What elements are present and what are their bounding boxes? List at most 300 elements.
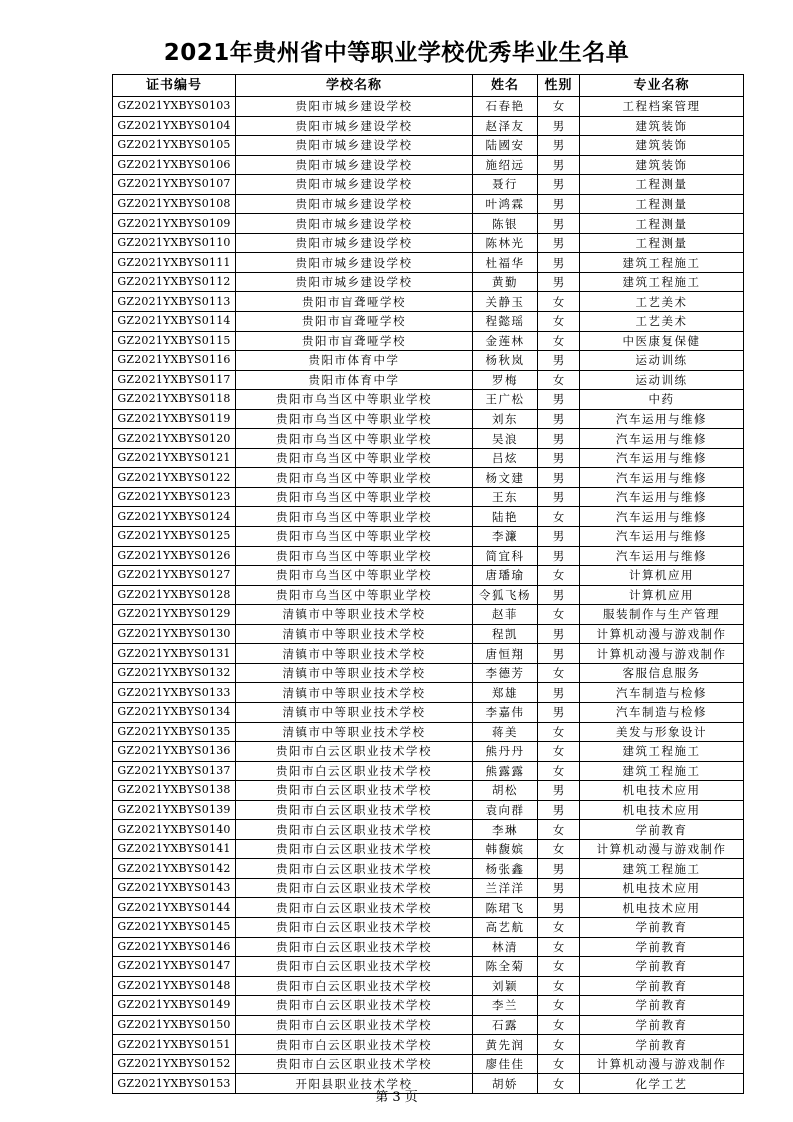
major-cell: 机电技术应用 <box>580 781 744 801</box>
school-name-cell: 贵阳市城乡建设学校 <box>236 233 473 253</box>
school-name-cell: 贵阳市体育中学 <box>236 351 473 371</box>
table-row <box>113 761 744 781</box>
school-name-cell: 贵阳市白云区职业技术学校 <box>236 898 473 918</box>
certificate-number-cell: GZ2021YXBYS0153 <box>113 1074 236 1094</box>
school-name-cell: 贵阳市白云区职业技术学校 <box>236 800 473 820</box>
major-cell: 汽车运用与维修 <box>580 448 744 468</box>
student-name-cell: 吴浪 <box>473 429 538 449</box>
gender-cell: 男 <box>538 351 580 371</box>
certificate-number-cell: GZ2021YXBYS0143 <box>113 878 236 898</box>
table-row <box>113 429 744 449</box>
certificate-number-cell: GZ2021YXBYS0125 <box>113 527 236 547</box>
major-cell: 学前教育 <box>580 1035 744 1055</box>
certificate-number-cell: GZ2021YXBYS0140 <box>113 820 236 840</box>
certificate-number-cell: GZ2021YXBYS0109 <box>113 214 236 234</box>
gender-cell: 男 <box>538 194 580 214</box>
gender-cell: 女 <box>538 1035 580 1055</box>
table-row <box>113 116 744 136</box>
major-cell: 学前教育 <box>580 957 744 977</box>
student-name-cell: 陈银 <box>473 214 538 234</box>
table-row <box>113 898 744 918</box>
student-name-cell: 韩馥嫔 <box>473 839 538 859</box>
major-cell: 汽车运用与维修 <box>580 527 744 547</box>
major-cell: 计算机应用 <box>580 566 744 586</box>
gender-cell: 女 <box>538 507 580 527</box>
table-row <box>113 742 744 762</box>
school-name-cell: 贵阳市白云区职业技术学校 <box>236 839 473 859</box>
gender-cell: 男 <box>538 644 580 664</box>
major-cell: 学前教育 <box>580 996 744 1016</box>
certificate-number-cell: GZ2021YXBYS0134 <box>113 702 236 722</box>
school-name-cell: 贵阳市白云区职业技术学校 <box>236 878 473 898</box>
certificate-number-cell: GZ2021YXBYS0127 <box>113 566 236 586</box>
table-row <box>113 175 744 195</box>
major-cell: 工程测量 <box>580 194 744 214</box>
student-name-cell: 陈珺飞 <box>473 898 538 918</box>
school-name-cell: 贵阳市白云区职业技术学校 <box>236 1015 473 1035</box>
table-row <box>113 1015 744 1035</box>
school-name-cell: 贵阳市白云区职业技术学校 <box>236 957 473 977</box>
table-row <box>113 546 744 566</box>
table-row <box>113 390 744 410</box>
gender-cell: 女 <box>538 663 580 683</box>
major-cell: 服装制作与生产管理 <box>580 605 744 625</box>
school-name-cell: 清镇市中等职业技术学校 <box>236 624 473 644</box>
table-row <box>113 468 744 488</box>
major-cell: 美发与形象设计 <box>580 722 744 742</box>
major-cell: 中药 <box>580 390 744 410</box>
school-name-cell: 贵阳市乌当区中等职业学校 <box>236 566 473 586</box>
major-cell: 学前教育 <box>580 937 744 957</box>
major-cell: 汽车运用与维修 <box>580 409 744 429</box>
certificate-number-cell: GZ2021YXBYS0124 <box>113 507 236 527</box>
student-name-cell: 刘颖 <box>473 976 538 996</box>
major-cell: 汽车运用与维修 <box>580 507 744 527</box>
certificate-number-cell: GZ2021YXBYS0131 <box>113 644 236 664</box>
certificate-number-cell: GZ2021YXBYS0151 <box>113 1035 236 1055</box>
gender-cell: 女 <box>538 957 580 977</box>
student-name-cell: 黄先润 <box>473 1035 538 1055</box>
certificate-number-cell: GZ2021YXBYS0137 <box>113 761 236 781</box>
table-row <box>113 937 744 957</box>
student-name-cell: 胡松 <box>473 781 538 801</box>
school-name-cell: 贵阳市乌当区中等职业学校 <box>236 448 473 468</box>
student-name-cell: 石春艳 <box>473 97 538 117</box>
certificate-number-cell: GZ2021YXBYS0122 <box>113 468 236 488</box>
student-name-cell: 简宜科 <box>473 546 538 566</box>
student-name-cell: 袁向群 <box>473 800 538 820</box>
table-row <box>113 663 744 683</box>
gender-cell: 男 <box>538 781 580 801</box>
student-name-cell: 王广松 <box>473 390 538 410</box>
gender-cell: 男 <box>538 487 580 507</box>
major-cell: 机电技术应用 <box>580 800 744 820</box>
gender-cell: 男 <box>538 800 580 820</box>
certificate-number-cell: GZ2021YXBYS0104 <box>113 116 236 136</box>
table-row <box>113 507 744 527</box>
major-cell: 汽车制造与检修 <box>580 683 744 703</box>
school-name-cell: 清镇市中等职业技术学校 <box>236 605 473 625</box>
gender-cell: 女 <box>538 605 580 625</box>
table-row <box>113 839 744 859</box>
certificate-number-cell: GZ2021YXBYS0118 <box>113 390 236 410</box>
gender-cell: 女 <box>538 1074 580 1094</box>
table-row <box>113 331 744 351</box>
school-name-cell: 清镇市中等职业技术学校 <box>236 722 473 742</box>
school-name-cell: 贵阳市城乡建设学校 <box>236 214 473 234</box>
certificate-number-cell: GZ2021YXBYS0142 <box>113 859 236 879</box>
certificate-number-cell: GZ2021YXBYS0148 <box>113 976 236 996</box>
student-name-cell: 李琳 <box>473 820 538 840</box>
student-name-cell: 陈全菊 <box>473 957 538 977</box>
table-row <box>113 624 744 644</box>
school-name-cell: 贵阳市乌当区中等职业学校 <box>236 585 473 605</box>
gender-cell: 女 <box>538 312 580 332</box>
school-name-cell: 贵阳市白云区职业技术学校 <box>236 761 473 781</box>
table-row <box>113 1054 744 1074</box>
certificate-number-cell: GZ2021YXBYS0111 <box>113 253 236 273</box>
certificate-number-cell: GZ2021YXBYS0123 <box>113 487 236 507</box>
table-row <box>113 781 744 801</box>
student-name-cell: 杜福华 <box>473 253 538 273</box>
table-row <box>113 996 744 1016</box>
school-name-cell: 贵阳市白云区职业技术学校 <box>236 1035 473 1055</box>
school-name-cell: 贵阳市城乡建设学校 <box>236 97 473 117</box>
student-name-cell: 金莲林 <box>473 331 538 351</box>
certificate-number-cell: GZ2021YXBYS0135 <box>113 722 236 742</box>
certificate-number-cell: GZ2021YXBYS0120 <box>113 429 236 449</box>
gender-cell: 男 <box>538 683 580 703</box>
gender-cell: 男 <box>538 409 580 429</box>
student-name-cell: 陈林光 <box>473 233 538 253</box>
school-name-cell: 贵阳市乌当区中等职业学校 <box>236 468 473 488</box>
table-row <box>113 566 744 586</box>
table-row <box>113 214 744 234</box>
gender-cell: 男 <box>538 214 580 234</box>
school-name-cell: 贵阳市白云区职业技术学校 <box>236 1054 473 1074</box>
school-name-cell: 贵阳市乌当区中等职业学校 <box>236 487 473 507</box>
student-name-cell: 兰洋洋 <box>473 878 538 898</box>
gender-cell: 男 <box>538 859 580 879</box>
certificate-number-cell: GZ2021YXBYS0121 <box>113 448 236 468</box>
table-row <box>113 136 744 156</box>
gender-cell: 男 <box>538 253 580 273</box>
major-cell: 汽车制造与检修 <box>580 702 744 722</box>
header-student-name: 姓名 <box>473 75 538 97</box>
page-title: 2021年贵州省中等职业学校优秀毕业生名单 <box>163 40 630 66</box>
gender-cell: 男 <box>538 878 580 898</box>
major-cell: 运动训练 <box>580 351 744 371</box>
certificate-number-cell: GZ2021YXBYS0150 <box>113 1015 236 1035</box>
table-row <box>113 351 744 371</box>
gender-cell: 女 <box>538 742 580 762</box>
major-cell: 建筑装饰 <box>580 155 744 175</box>
major-cell: 建筑装饰 <box>580 116 744 136</box>
student-name-cell: 施绍远 <box>473 155 538 175</box>
school-name-cell: 贵阳市城乡建设学校 <box>236 175 473 195</box>
gender-cell: 女 <box>538 996 580 1016</box>
major-cell: 工程测量 <box>580 214 744 234</box>
certificate-number-cell: GZ2021YXBYS0105 <box>113 136 236 156</box>
major-cell: 学前教育 <box>580 1015 744 1035</box>
student-name-cell: 吕炫 <box>473 448 538 468</box>
table-row <box>113 917 744 937</box>
major-cell: 计算机应用 <box>580 585 744 605</box>
student-name-cell: 刘东 <box>473 409 538 429</box>
major-cell: 计算机动漫与游戏制作 <box>580 644 744 664</box>
student-name-cell: 郑雄 <box>473 683 538 703</box>
gender-cell: 女 <box>538 566 580 586</box>
gender-cell: 女 <box>538 722 580 742</box>
table-row <box>113 253 744 273</box>
gender-cell: 男 <box>538 898 580 918</box>
certificate-number-cell: GZ2021YXBYS0136 <box>113 742 236 762</box>
gender-cell: 男 <box>538 527 580 547</box>
certificate-number-cell: GZ2021YXBYS0152 <box>113 1054 236 1074</box>
school-name-cell: 贵阳市乌当区中等职业学校 <box>236 507 473 527</box>
student-name-cell: 程懿瑶 <box>473 312 538 332</box>
gender-cell: 男 <box>538 624 580 644</box>
gender-cell: 男 <box>538 136 580 156</box>
major-cell: 客服信息服务 <box>580 663 744 683</box>
school-name-cell: 贵阳市体育中学 <box>236 370 473 390</box>
certificate-number-cell: GZ2021YXBYS0114 <box>113 312 236 332</box>
gender-cell: 女 <box>538 761 580 781</box>
certificate-number-cell: GZ2021YXBYS0115 <box>113 331 236 351</box>
certificate-number-cell: GZ2021YXBYS0129 <box>113 605 236 625</box>
student-name-cell: 陆國安 <box>473 136 538 156</box>
student-name-cell: 黄勤 <box>473 272 538 292</box>
gender-cell: 男 <box>538 429 580 449</box>
gender-cell: 男 <box>538 116 580 136</box>
certificate-number-cell: GZ2021YXBYS0132 <box>113 663 236 683</box>
student-name-cell: 熊丹丹 <box>473 742 538 762</box>
major-cell: 化学工艺 <box>580 1074 744 1094</box>
gender-cell: 女 <box>538 331 580 351</box>
gender-cell: 女 <box>538 917 580 937</box>
student-name-cell: 叶鸿霖 <box>473 194 538 214</box>
gender-cell: 女 <box>538 1015 580 1035</box>
table-row <box>113 859 744 879</box>
certificate-number-cell: GZ2021YXBYS0113 <box>113 292 236 312</box>
certificate-number-cell: GZ2021YXBYS0117 <box>113 370 236 390</box>
student-name-cell: 罗梅 <box>473 370 538 390</box>
school-name-cell: 贵阳市白云区职业技术学校 <box>236 976 473 996</box>
student-name-cell: 陆艳 <box>473 507 538 527</box>
table-row <box>113 976 744 996</box>
major-cell: 中医康复保健 <box>580 331 744 351</box>
certificate-number-cell: GZ2021YXBYS0106 <box>113 155 236 175</box>
table-body <box>113 97 744 1094</box>
major-cell: 建筑工程施工 <box>580 761 744 781</box>
major-cell: 工程测量 <box>580 233 744 253</box>
gender-cell: 男 <box>538 272 580 292</box>
major-cell: 计算机动漫与游戏制作 <box>580 839 744 859</box>
school-name-cell: 清镇市中等职业技术学校 <box>236 663 473 683</box>
table-row <box>113 800 744 820</box>
school-name-cell: 贵阳市城乡建设学校 <box>236 272 473 292</box>
certificate-number-cell: GZ2021YXBYS0110 <box>113 233 236 253</box>
table-header-row <box>113 75 744 97</box>
major-cell: 汽车运用与维修 <box>580 468 744 488</box>
school-name-cell: 贵阳市城乡建设学校 <box>236 155 473 175</box>
certificate-number-cell: GZ2021YXBYS0116 <box>113 351 236 371</box>
student-name-cell: 杨秋岚 <box>473 351 538 371</box>
major-cell: 机电技术应用 <box>580 898 744 918</box>
school-name-cell: 贵阳市乌当区中等职业学校 <box>236 429 473 449</box>
major-cell: 学前教育 <box>580 976 744 996</box>
certificate-number-cell: GZ2021YXBYS0145 <box>113 917 236 937</box>
student-name-cell: 杨文建 <box>473 468 538 488</box>
student-name-cell: 李嘉伟 <box>473 702 538 722</box>
student-name-cell: 高艺航 <box>473 917 538 937</box>
student-name-cell: 赵泽友 <box>473 116 538 136</box>
school-name-cell: 清镇市中等职业技术学校 <box>236 702 473 722</box>
table-row <box>113 1035 744 1055</box>
major-cell: 工程档案管理 <box>580 97 744 117</box>
table-row <box>113 155 744 175</box>
major-cell: 建筑装饰 <box>580 136 744 156</box>
school-name-cell: 贵阳市盲聋哑学校 <box>236 312 473 332</box>
certificate-number-cell: GZ2021YXBYS0144 <box>113 898 236 918</box>
school-name-cell: 开阳县职业技术学校 <box>236 1074 473 1094</box>
header-school-name: 学校名称 <box>236 75 473 97</box>
student-name-cell: 杨张鑫 <box>473 859 538 879</box>
school-name-cell: 贵阳市城乡建设学校 <box>236 194 473 214</box>
student-name-cell: 聂行 <box>473 175 538 195</box>
student-name-cell: 石露 <box>473 1015 538 1035</box>
major-cell: 建筑工程施工 <box>580 859 744 879</box>
student-name-cell: 程凯 <box>473 624 538 644</box>
student-name-cell: 唐恒翔 <box>473 644 538 664</box>
student-name-cell: 廖佳佳 <box>473 1054 538 1074</box>
major-cell: 工艺美术 <box>580 292 744 312</box>
major-cell: 建筑工程施工 <box>580 742 744 762</box>
table-row <box>113 292 744 312</box>
school-name-cell: 清镇市中等职业技术学校 <box>236 683 473 703</box>
gender-cell: 女 <box>538 937 580 957</box>
table-row <box>113 233 744 253</box>
school-name-cell: 贵阳市白云区职业技术学校 <box>236 917 473 937</box>
gender-cell: 女 <box>538 820 580 840</box>
certificate-number-cell: GZ2021YXBYS0128 <box>113 585 236 605</box>
school-name-cell: 清镇市中等职业技术学校 <box>236 644 473 664</box>
student-name-cell: 李德芳 <box>473 663 538 683</box>
certificate-number-cell: GZ2021YXBYS0107 <box>113 175 236 195</box>
student-name-cell: 林清 <box>473 937 538 957</box>
table-row <box>113 370 744 390</box>
major-cell: 建筑工程施工 <box>580 253 744 273</box>
student-name-cell: 王东 <box>473 487 538 507</box>
table-row <box>113 585 744 605</box>
school-name-cell: 贵阳市乌当区中等职业学校 <box>236 527 473 547</box>
page-number: 第 3 页 <box>375 1090 418 1105</box>
graduate-table <box>112 74 744 1094</box>
table-row <box>113 605 744 625</box>
table-row <box>113 683 744 703</box>
table-row <box>113 527 744 547</box>
gender-cell: 男 <box>538 702 580 722</box>
header-certificate-number: 证书编号 <box>113 75 236 97</box>
school-name-cell: 贵阳市乌当区中等职业学校 <box>236 409 473 429</box>
student-name-cell: 赵菲 <box>473 605 538 625</box>
gender-cell: 男 <box>538 155 580 175</box>
certificate-number-cell: GZ2021YXBYS0130 <box>113 624 236 644</box>
major-cell: 工程测量 <box>580 175 744 195</box>
major-cell: 汽车运用与维修 <box>580 487 744 507</box>
table-row <box>113 448 744 468</box>
major-cell: 计算机动漫与游戏制作 <box>580 1054 744 1074</box>
major-cell: 工艺美术 <box>580 312 744 332</box>
student-name-cell: 唐璠瑜 <box>473 566 538 586</box>
major-cell: 建筑工程施工 <box>580 272 744 292</box>
certificate-number-cell: GZ2021YXBYS0146 <box>113 937 236 957</box>
school-name-cell: 贵阳市盲聋哑学校 <box>236 292 473 312</box>
table-row <box>113 409 744 429</box>
major-cell: 计算机动漫与游戏制作 <box>580 624 744 644</box>
gender-cell: 男 <box>538 468 580 488</box>
school-name-cell: 贵阳市白云区职业技术学校 <box>236 781 473 801</box>
header-gender: 性别 <box>538 75 580 97</box>
certificate-number-cell: GZ2021YXBYS0103 <box>113 97 236 117</box>
major-cell: 汽车运用与维修 <box>580 429 744 449</box>
student-name-cell: 李兰 <box>473 996 538 1016</box>
table-row <box>113 644 744 664</box>
table-row <box>113 820 744 840</box>
table-row <box>113 878 744 898</box>
student-name-cell: 胡娇 <box>473 1074 538 1094</box>
school-name-cell: 贵阳市白云区职业技术学校 <box>236 996 473 1016</box>
student-name-cell: 李濂 <box>473 527 538 547</box>
major-cell: 学前教育 <box>580 820 744 840</box>
gender-cell: 女 <box>538 839 580 859</box>
school-name-cell: 贵阳市城乡建设学校 <box>236 116 473 136</box>
certificate-number-cell: GZ2021YXBYS0147 <box>113 957 236 977</box>
certificate-number-cell: GZ2021YXBYS0138 <box>113 781 236 801</box>
student-name-cell: 令狐飞杨 <box>473 585 538 605</box>
certificate-number-cell: GZ2021YXBYS0141 <box>113 839 236 859</box>
major-cell: 学前教育 <box>580 917 744 937</box>
certificate-number-cell: GZ2021YXBYS0139 <box>113 800 236 820</box>
school-name-cell: 贵阳市乌当区中等职业学校 <box>236 390 473 410</box>
gender-cell: 男 <box>538 585 580 605</box>
table-row <box>113 487 744 507</box>
gender-cell: 女 <box>538 370 580 390</box>
gender-cell: 女 <box>538 292 580 312</box>
major-cell: 汽车运用与维修 <box>580 546 744 566</box>
table-row <box>113 957 744 977</box>
school-name-cell: 贵阳市盲聋哑学校 <box>236 331 473 351</box>
gender-cell: 女 <box>538 976 580 996</box>
school-name-cell: 贵阳市白云区职业技术学校 <box>236 937 473 957</box>
school-name-cell: 贵阳市白云区职业技术学校 <box>236 742 473 762</box>
major-cell: 机电技术应用 <box>580 878 744 898</box>
school-name-cell: 贵阳市城乡建设学校 <box>236 253 473 273</box>
gender-cell: 女 <box>538 97 580 117</box>
header-major: 专业名称 <box>580 75 744 97</box>
student-name-cell: 蒋美 <box>473 722 538 742</box>
school-name-cell: 贵阳市白云区职业技术学校 <box>236 820 473 840</box>
school-name-cell: 贵阳市城乡建设学校 <box>236 136 473 156</box>
certificate-number-cell: GZ2021YXBYS0133 <box>113 683 236 703</box>
table-row <box>113 194 744 214</box>
table-row <box>113 97 744 117</box>
gender-cell: 男 <box>538 233 580 253</box>
certificate-number-cell: GZ2021YXBYS0149 <box>113 996 236 1016</box>
school-name-cell: 贵阳市乌当区中等职业学校 <box>236 546 473 566</box>
table-row <box>113 272 744 292</box>
certificate-number-cell: GZ2021YXBYS0108 <box>113 194 236 214</box>
